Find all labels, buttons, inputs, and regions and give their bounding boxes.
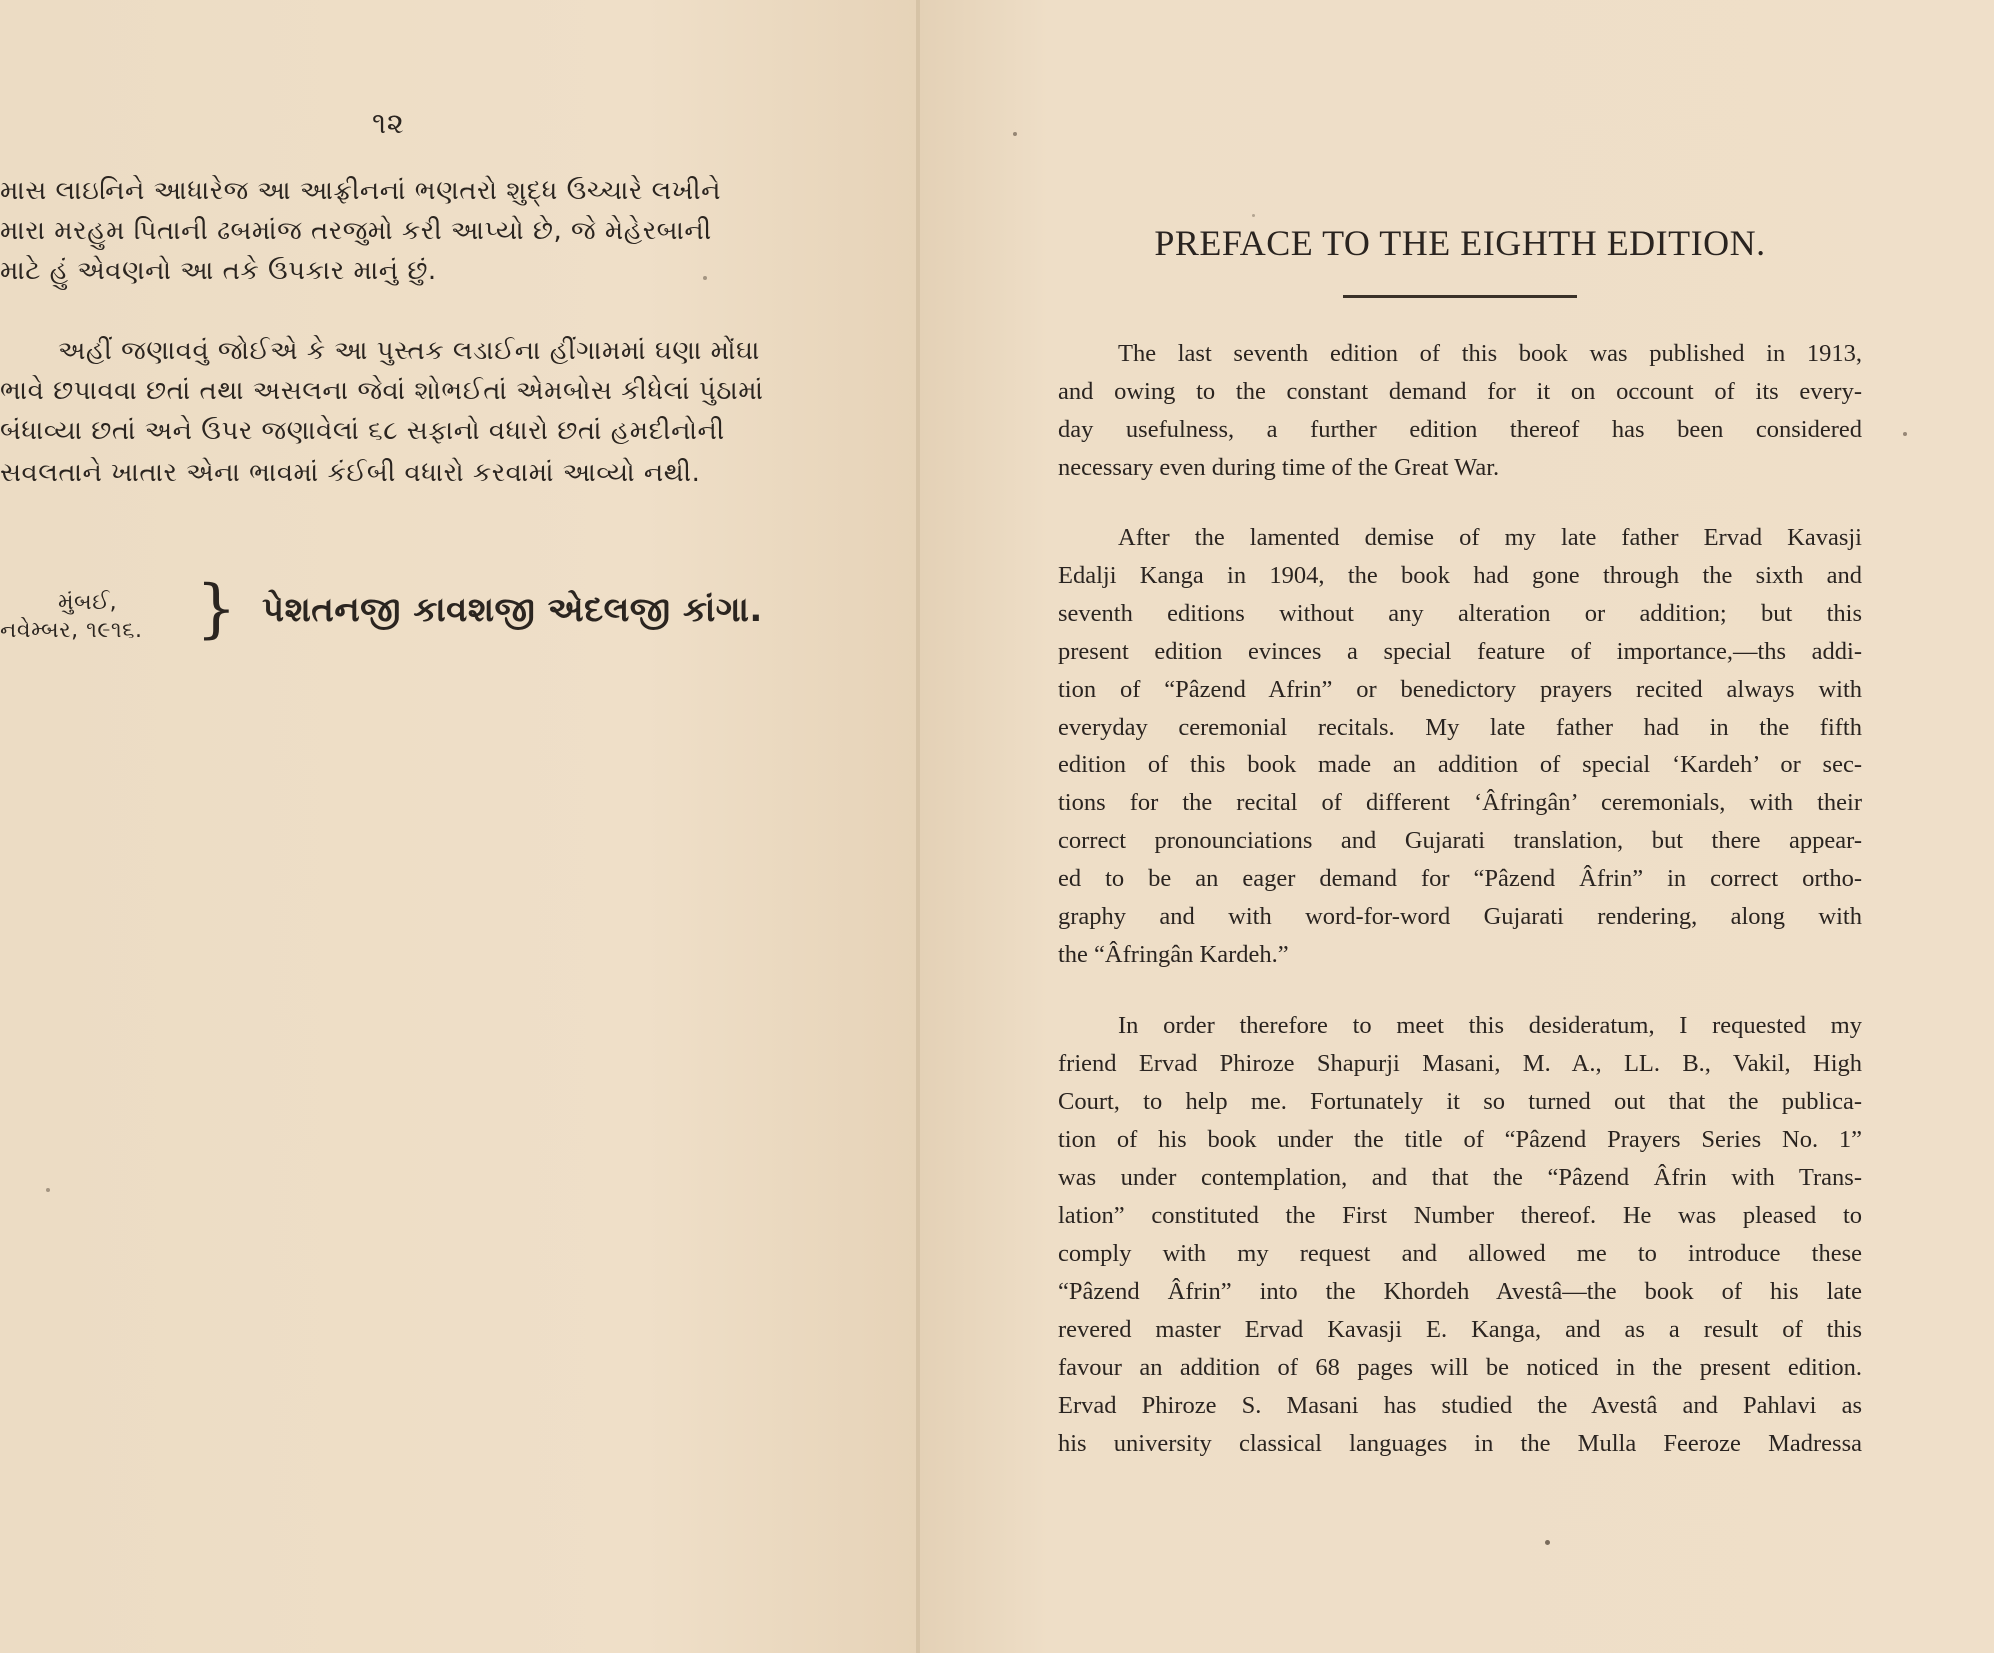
preface-line: After the lamented demise of my late father Ervad Kavasji <box>1118 524 1862 551</box>
gujarati-line: માટે હું એવણનો આ તકે ઉપકાર માનું છું. <box>0 256 437 286</box>
preface-line: correct pronounciations and Gujarati translation, but there appear- <box>1058 827 1862 854</box>
preface-line: tion of his book under the title of “Pâzend Prayers Series No. 1” <box>1058 1126 1862 1153</box>
preface-line: his university classical languages in the Mulla Feeroze Madressa <box>1058 1430 1862 1457</box>
preface-line: In order therefore to meet this desideratum, I requested my <box>1118 1012 1862 1039</box>
paper-speck <box>1903 432 1907 436</box>
preface-line: Edalji Kanga in 1904, the book had gone through the sixth and <box>1058 562 1862 589</box>
gujarati-line: મારા મરહુમ પિતાની ઢબમાંજ તરજુમો કરી આપ્યો છે, જે મેહેરબાની <box>0 216 712 246</box>
preface-line: favour an addition of 68 pages will be noticed in the present edition. <box>1058 1354 1862 1381</box>
preface-line: comply with my request and allowed me to introduce these <box>1058 1240 1862 1267</box>
preface-line: everyday ceremonial recitals. My late father had in the fifth <box>1058 714 1862 741</box>
preface-line: tions for the recital of different ‘Âfringân’ ceremonials, with their <box>1058 789 1862 816</box>
preface-line: ed to be an eager demand for “Pâzend Âfrin” in correct ortho- <box>1058 865 1862 892</box>
gujarati-line: અહીં જણાવવું જોઈએ કે આ પુસ્તક લડાઈના હીંગામમાં ઘણા મોંઘા <box>58 336 760 366</box>
preface-line: tion of “Pâzend Afrin” or benedictory prayers recited always with <box>1058 676 1862 703</box>
preface-line: the “Âfringân Kardeh.” <box>1058 941 1289 968</box>
preface-line: revered master Ervad Kavasji E. Kanga, and as a result of this <box>1058 1316 1862 1343</box>
paper-speck <box>1545 1540 1550 1545</box>
paper-speck <box>46 1188 50 1192</box>
gujarati-line: સવલતાને ખાતાર એના ભાવમાં કંઈબી વધારો કરવામાં આવ્યો નથી. <box>0 458 701 488</box>
title-rule <box>1343 295 1577 298</box>
gujarati-line: બંધાવ્યા છતાં અને ઉપર જણાવેલાં ૬૮ સફાનો વધારો છતાં હમદીનોની <box>0 416 725 446</box>
signature-name: પેશતનજી કાવશજી એદલજી કાંગા. <box>262 590 763 630</box>
preface-line: lation” constituted the First Number thereof. He was pleased to <box>1058 1202 1862 1229</box>
preface-line: day usefulness, a further edition thereof has been considered <box>1058 416 1862 443</box>
left-page <box>0 0 920 1653</box>
preface-line: Court, to help me. Fortunately it so turned out that the publica- <box>1058 1088 1862 1115</box>
gujarati-line: ભાવે છપાવવા છતાં તથા અસલના જેવાં શોભઈતાં એમબોસ કીધેલાં પુંઠામાં <box>0 376 764 406</box>
preface-title: PREFACE TO THE EIGHTH EDITION. <box>1154 223 1766 263</box>
preface-line: seventh editions without any alteration or addition; but this <box>1058 600 1862 627</box>
preface-line: and owing to the constant demand for it on occount of its every- <box>1058 378 1862 405</box>
preface-line: present edition evinces a special feature of importance,—ths addi- <box>1058 638 1862 665</box>
page-number: ૧૨ <box>372 106 405 140</box>
paper-speck <box>1013 132 1017 136</box>
preface-line: “Pâzend Âfrin” into the Khordeh Avestâ—the book of his late <box>1058 1278 1862 1305</box>
preface-line: necessary even during time of the Great War. <box>1058 454 1500 481</box>
signature-date: નવેમ્બર, ૧૯૧૬. <box>0 618 143 643</box>
paper-speck <box>703 276 707 280</box>
preface-line: edition of this book made an addition of special ‘Kardeh’ or sec- <box>1058 751 1862 778</box>
signature-city: મુંબઈ, <box>58 590 118 615</box>
gujarati-line: માસ લાઇનિને આધારેજ આ આફ્રીનનાં ભણતરો શુદ્ધ ઉચ્ચારે લખીને <box>0 176 721 206</box>
preface-line: friend Ervad Phiroze Shapurji Masani, M. A., LL. B., Vakil, High <box>1058 1050 1862 1077</box>
preface-line: The last seventh edition of this book was published in 1913, <box>1118 340 1862 367</box>
preface-line: graphy and with word-for-word Gujarati rendering, along with <box>1058 903 1862 930</box>
preface-line: was under contemplation, and that the “Pâzend Âfrin with Trans- <box>1058 1164 1862 1191</box>
paper-speck <box>1252 214 1255 217</box>
signature-brace: } <box>196 572 238 646</box>
preface-line: Ervad Phiroze S. Masani has studied the Avestâ and Pahlavi as <box>1058 1392 1862 1419</box>
